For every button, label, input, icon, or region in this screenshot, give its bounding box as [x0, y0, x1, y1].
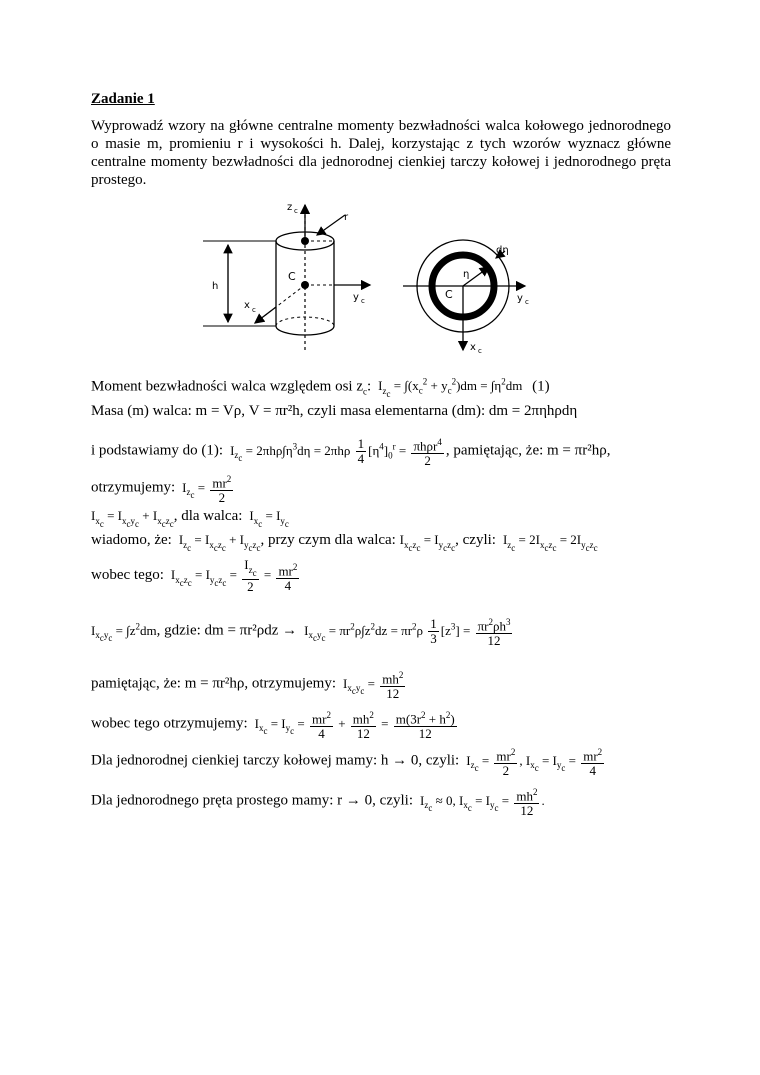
center-label: C	[288, 270, 296, 283]
line-moment: Moment bezwładności walca względem osi $z_c$: $I_{z_c} = \int(x_c^2 + y_c^2)dm = \int\eta^2dm$ (1)	[91, 377, 550, 399]
y-axis-subscript: c	[361, 297, 365, 305]
disk-y-label: y	[517, 293, 523, 304]
radius-label: r	[344, 212, 349, 223]
disk-center-label: C	[445, 288, 453, 301]
z-axis-label: z	[287, 202, 293, 213]
cylinder-figure	[195, 195, 395, 370]
line-rod: Dla jednorodnego pręta prostego mamy: r → 0, czyli: $I_{z_c} \approx 0$, $I_{x_c} = I_{y_c}$ = $\frac{mh^2}{12}$ .	[91, 787, 545, 819]
line-ix-sum: $I_{x_c} = I_{x_cy_c} + I_{x_cz_c}$, dla walca: $I_{x_c} = I_{y_c}$	[91, 508, 289, 529]
z-axis-subscript: c	[294, 207, 298, 215]
deta-label: dη	[496, 245, 509, 256]
disk-x-label: x	[470, 342, 476, 353]
task-description: Wyprowadź wzory na główne centralne momenty bezwładności walca kołowego jednorodnego o masie m, promieniu r i wysokości h. Dalej, korzystając z tych wzorów wyznacz główne centralne momenty bezwładności dla jednorodnej cienkiej tarczy kołowej i jednorodnego pręta prostego.	[91, 118, 671, 188]
line-final: wobec tego otrzymujemy: $I_{x_c} = I_{y_c}$ = $\frac{mr^2}{4}$ + $\frac{mh^2}{12}$ = $\frac{m(3r^2 + h^2)}{12}$	[91, 710, 455, 742]
line-ixy: $I_{x_cy_c} = \int z^2dm$, gdzie: dm = $\pi r^2\rho dz \to I_{x_cy_c} = \pi r^2\rho\int z^2dz = \pi r^2\rho$ $\frac{1}{3}$ $[z^3]$ = $\frac{\pi r^2\rho h^3}{12}$	[91, 616, 511, 649]
line-substitute: i podstawiamy do (1): $I_{z_c} = 2\pi h\rho\int\eta^3d\eta = 2\pi h\rho$ $\frac{1}{4}$ $[\eta^4]_0^r$ = $\frac{\pi h\rho r^4}{2}$ , pamiętając, że: m = πr²hρ,	[91, 436, 611, 469]
line-therefore: wobec tego: $I_{x_cz_c} = I_{y_cz_c}$ = $\frac{I_{z_c}}{2}$ = $\frac{mr^2}{4}$	[91, 557, 298, 595]
line-disk: Dla jednorodnej cienkiej tarczy kołowej mamy: h → 0, czyli: $I_{z_c}$ = $\frac{mr^2}{2}$ , $I_{x_c} = I_{y_c}$ = $\frac{mr^2}{4}$	[91, 747, 603, 779]
line-known: wiadomo, że: $I_{z_c} = I_{x_cz_c} + I_{y_cz_c}$, przy czym dla walca: $I_{x_cz_c} = I_{y_cz_c}$, czyli: $I_{z_c} = 2I_{x_cz_c} = 2I_{y_cz_c}$	[91, 532, 598, 553]
disk-figure	[395, 235, 555, 360]
disk-x-subscript: c	[478, 347, 482, 355]
line-mass: Masa (m) walca: m = Vρ, V = πr²h, czyli masa elementarna (dm): dm = 2πηhρdη	[91, 403, 578, 419]
y-axis-label: y	[353, 292, 359, 303]
line-result-iz: otrzymujemy: $I_{z_c}$ = $\frac{mr^2}{2}$	[91, 474, 232, 506]
eta-label: η	[463, 269, 470, 280]
task-title: Zadanie 1	[91, 91, 155, 107]
x-axis-label: x	[244, 300, 250, 311]
x-axis-subscript: c	[252, 306, 256, 314]
height-label: h	[212, 281, 219, 292]
line-ixy-result: pamiętając, że: m = πr²hρ, otrzymujemy: $I_{x_cy_c}$ = $\frac{mh^2}{12}$	[91, 670, 404, 702]
disk-y-subscript: c	[525, 298, 529, 306]
